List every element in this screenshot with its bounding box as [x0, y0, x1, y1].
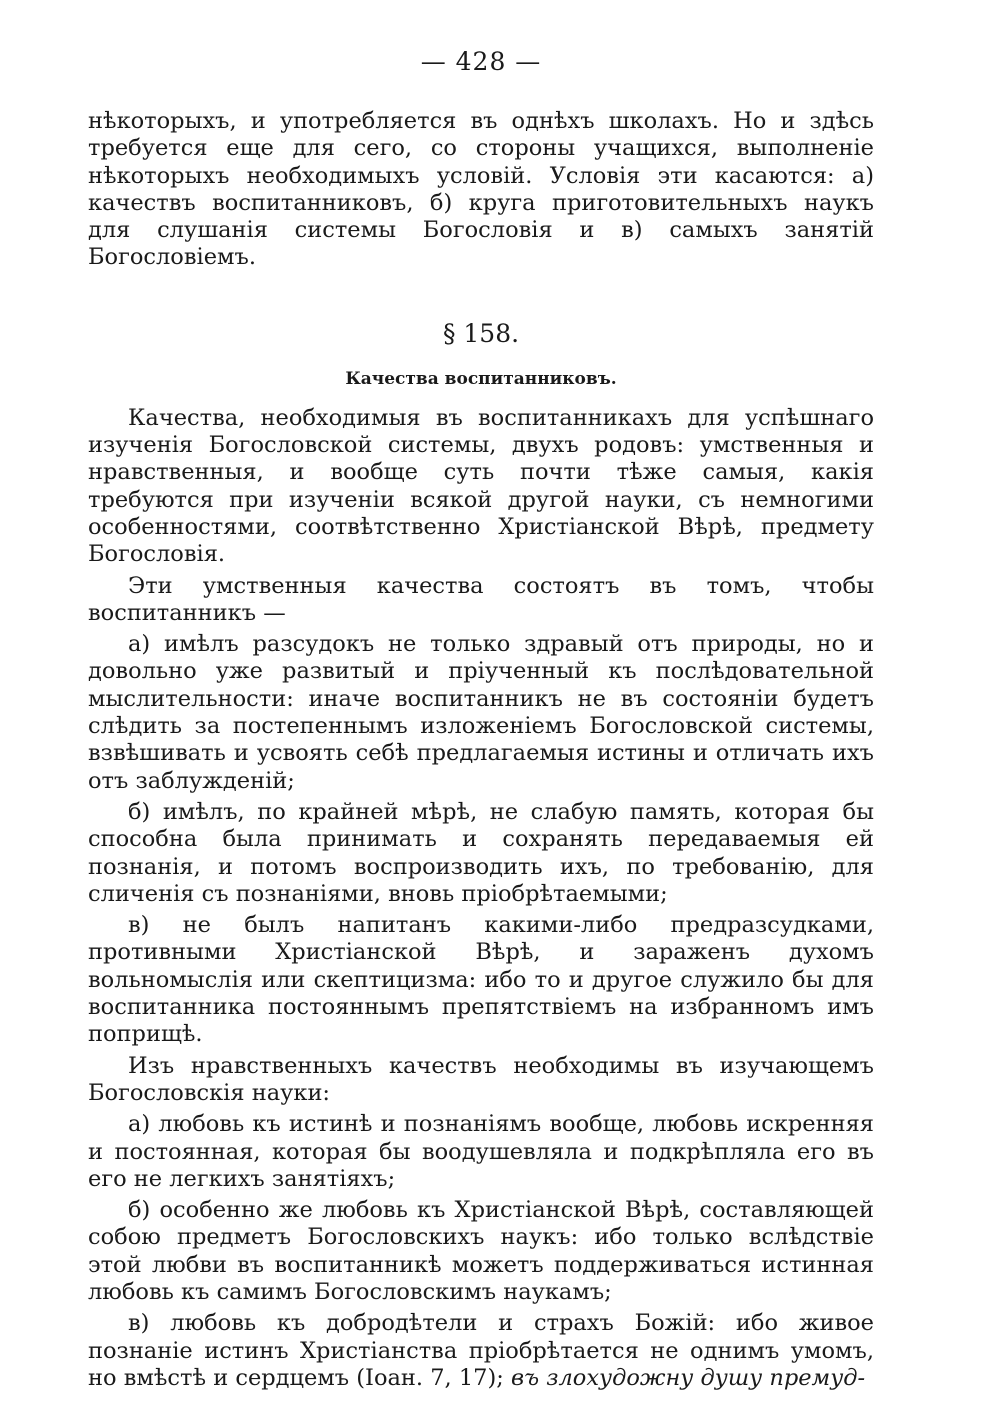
body-paragraph: Качества, необходимыя въ воспитанникахъ для успѣшнаго изученія Богословской системы, двухъ родовъ: умственныя и нравственныя, и вообще суть почти тѣже самыя, какія требуются при изученіи всякой другой науки, съ немногими особенностями, соотвѣтственно Христіанской Вѣрѣ, предмету Богословія. [88, 404, 874, 568]
body-paragraph: Эти умственныя качества состоятъ въ томъ, чтобы воспитанникъ — [88, 572, 874, 626]
section-title: Качества воспитанниковъ. [345, 368, 617, 389]
page-number: — 428 — [420, 47, 542, 76]
list-item: б) особенно же любовь къ Христіанской Вѣрѣ, составляющей собою предметъ Богословскихъ наукъ: ибо только вслѣдствіе этой любви въ воспитанникѣ можетъ поддерживаться истинная любовь къ самимъ Богословскимъ наукамъ; [88, 1197, 874, 1305]
list-item: а) имѣлъ разсудокъ не только здравый отъ природы, но и довольно уже развитый и пріученный къ послѣдовательной мыслительности: иначе воспитанникъ не въ состояніи будетъ слѣдить за постепеннымъ изложеніемъ Богословской системы, взвѣшивать и усвоять себѣ предлагаемыя истины и отличать ихъ отъ заблужденій; [88, 631, 874, 794]
document-page [88, 46, 874, 1392]
last-paragraph-italic: въ злохудожну душу премуд- [510, 1364, 866, 1391]
section-number: § 158. [442, 318, 520, 348]
list-item: б) имѣлъ, по крайней мѣрѣ, не слабую память, которая бы способна была принимать и сохранять передаваемыя ей познанія, и потомъ воспроизводить ихъ, по требованію, для сличенія съ познаніями, вновь пріобрѣтаемыми; [88, 798, 874, 907]
body-paragraph: Изъ нравственныхъ качествъ необходимы въ изучающемъ Богословскія науки: [88, 1052, 874, 1106]
list-item: в) не былъ напитанъ какими-либо предразсудками, противными Христіанской Вѣрѣ, и зараженъ духомъ вольномыслія или скептицизма: ибо то и другое служило бы для воспитанника постояннымъ препятствіемъ на избранномъ имъ поприщѣ. [88, 912, 874, 1048]
list-item [88, 1310, 874, 1392]
list-item: а) любовь къ истинѣ и познаніямъ вообще, любовь искренняя и постоянная, которая бы воодушевляла и подкрѣпляла его въ его не легкихъ занятіяхъ; [88, 1111, 874, 1192]
intro-paragraph: нѣкоторыхъ, и употребляется въ однѣхъ школахъ. Но и здѣсь требуется еще для сего, со стороны учащихся, выполненіе нѣкоторыхъ необходимыхъ условій. Условія эти касаются: а) качествъ воспитанниковъ, б) круга приготовительныхъ наукъ для слушанія системы Богословія и в) самыхъ занятій Богословіемъ. [88, 108, 874, 271]
last-paragraph-text: в) любовь къ добродѣтели и страхъ Божій: ибо живое познаніе истинъ Христіанства пріобрѣтается не однимъ умомъ, но вмѣстѣ и сердцемъ (Іоан. 7, 17); [88, 1310, 874, 1391]
